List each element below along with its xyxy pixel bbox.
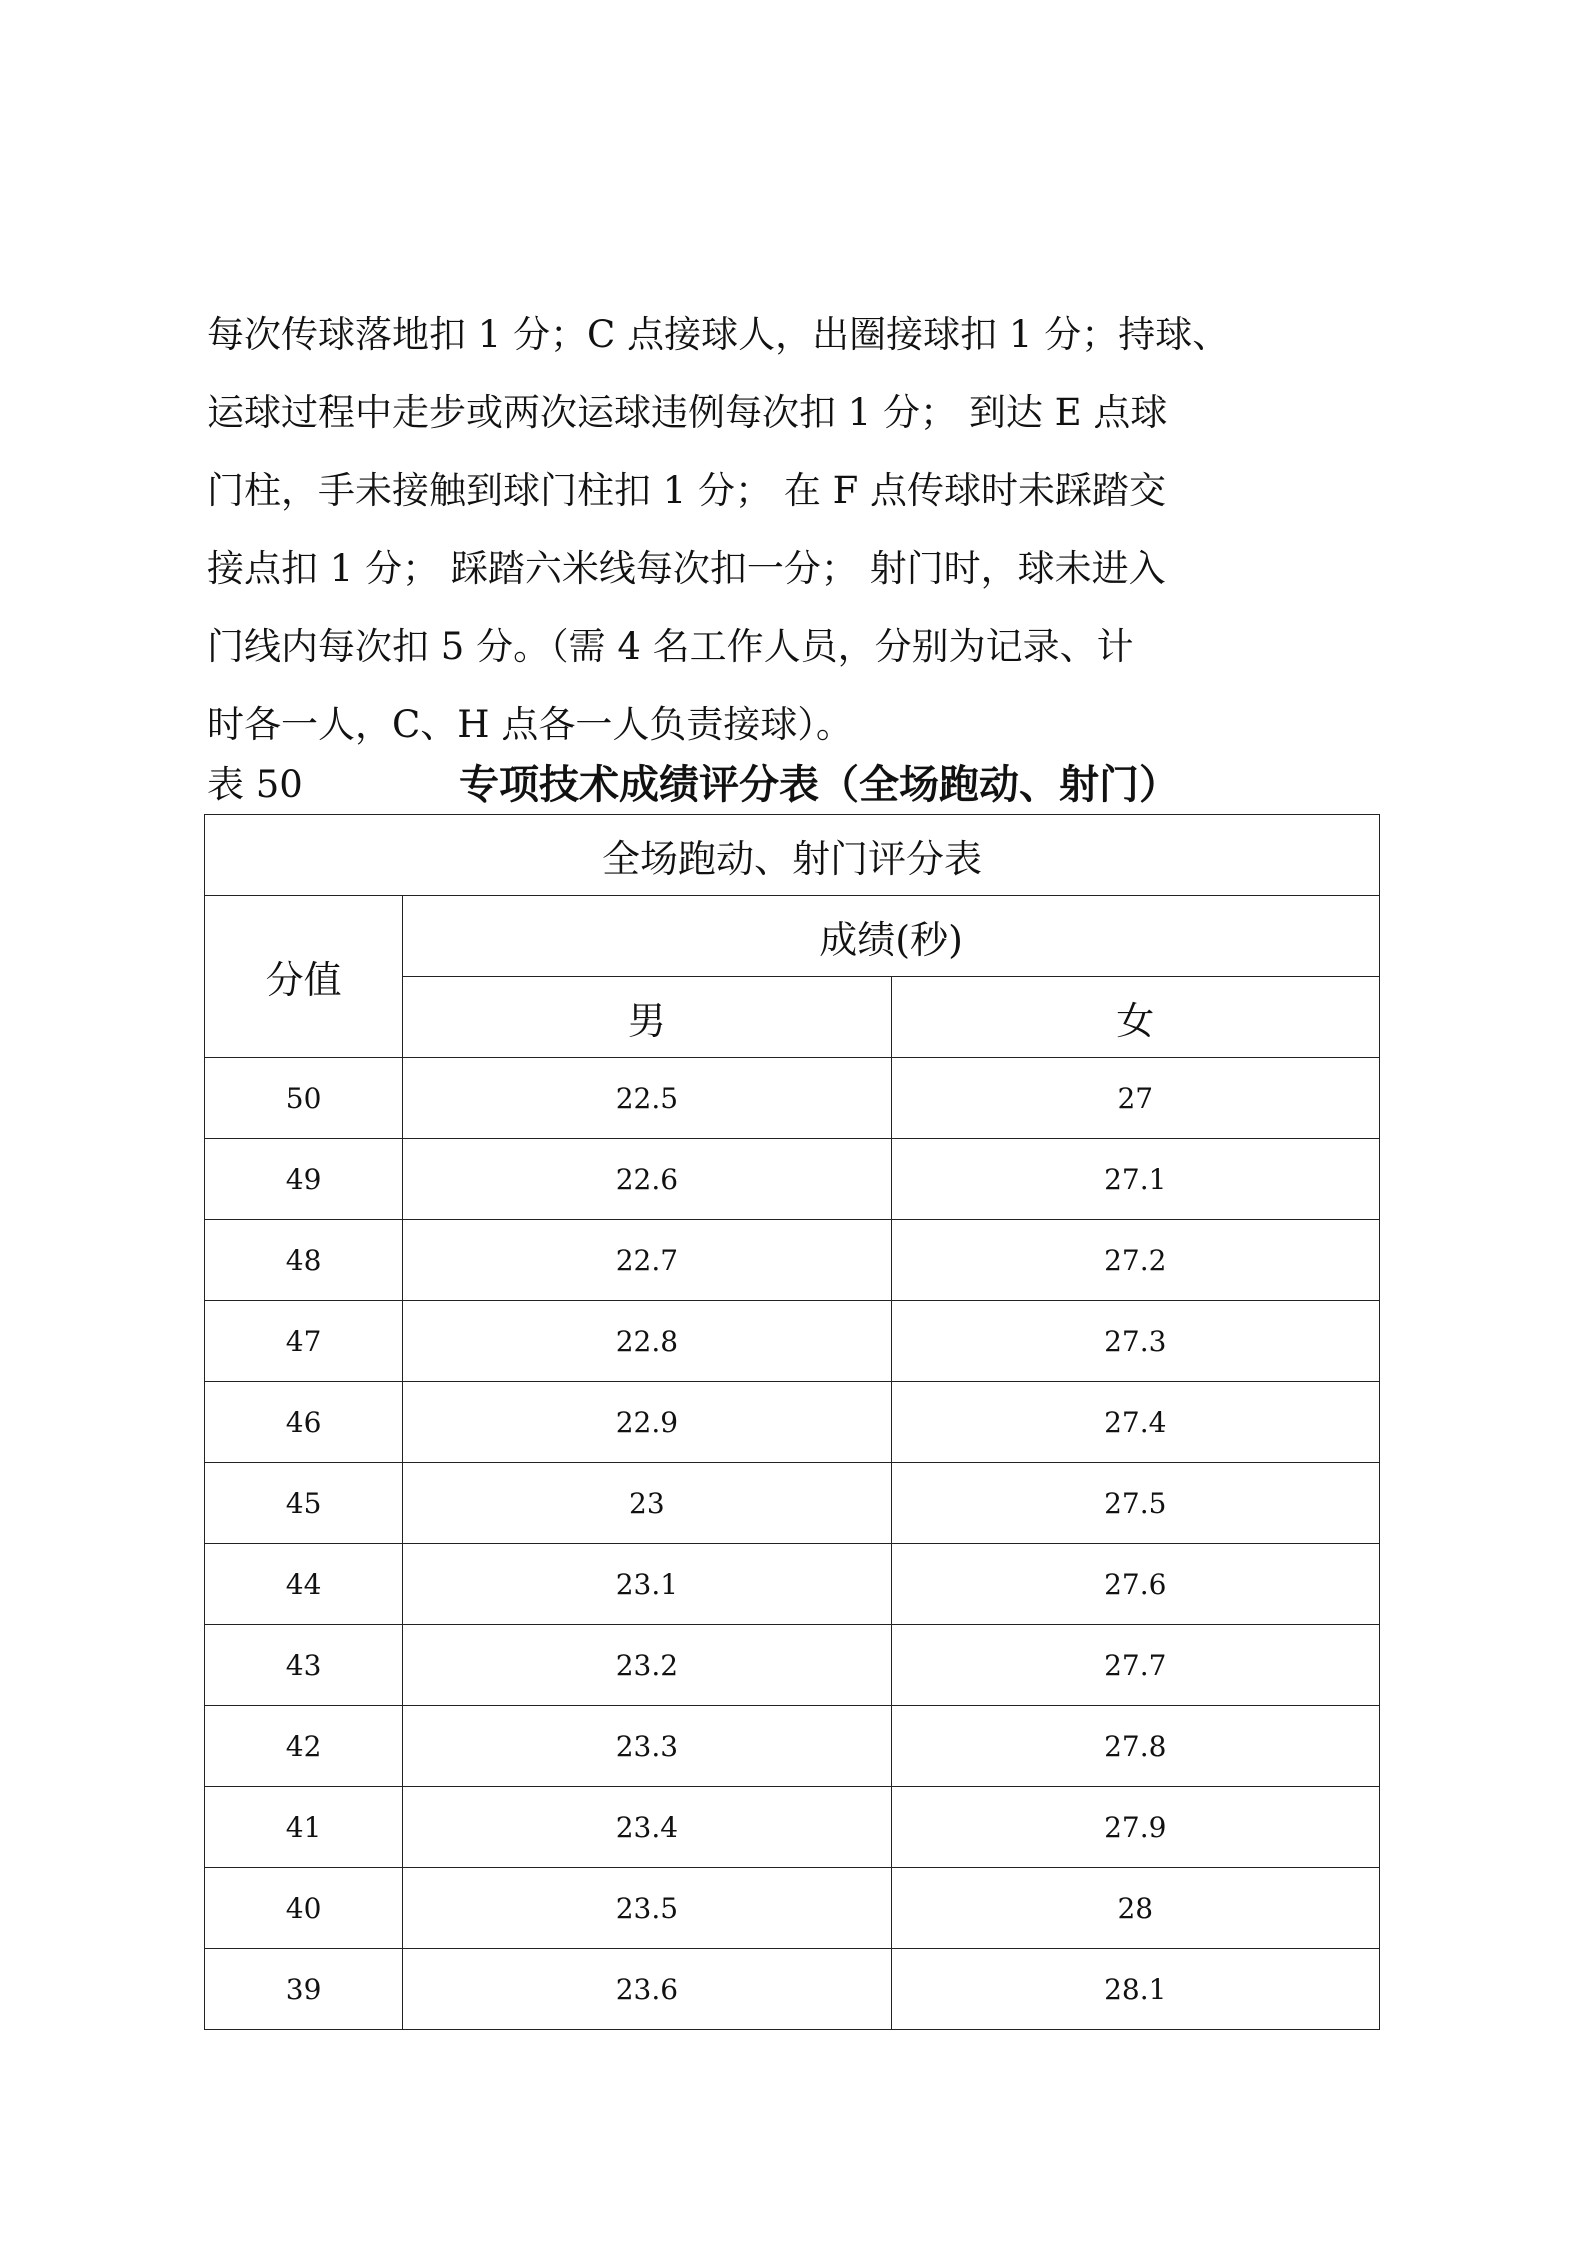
paragraph-line: 运球过程中走步或两次运球违例每次扣 1 分； 到达 E 点球: [207, 391, 1168, 434]
female-time-cell: 27: [891, 1058, 1379, 1139]
male-time-cell: 22.9: [403, 1382, 891, 1463]
result-column-header: 成绩(秒): [403, 896, 1380, 977]
female-time-cell: 28.1: [891, 1949, 1379, 2030]
male-time-cell: 22.6: [403, 1139, 891, 1220]
score-cell: 45: [205, 1463, 403, 1544]
male-column-header: 男: [403, 977, 891, 1058]
score-cell: 48: [205, 1220, 403, 1301]
male-time-cell: 23.4: [403, 1787, 891, 1868]
table-row: [205, 1787, 1380, 1868]
male-time-cell: 22.7: [403, 1220, 891, 1301]
score-cell: 49: [205, 1139, 403, 1220]
score-cell: 39: [205, 1949, 403, 2030]
male-time-cell: 23.6: [403, 1949, 891, 2030]
score-cell: 50: [205, 1058, 403, 1139]
score-cell: 46: [205, 1382, 403, 1463]
female-column-header: 女: [891, 977, 1379, 1058]
female-time-cell: 27.2: [891, 1220, 1379, 1301]
score-table: [204, 814, 1380, 2030]
male-time-cell: 22.8: [403, 1301, 891, 1382]
paragraph-line: 门柱，手未接触到球门柱扣 1 分； 在 F 点传球时未踩踏交: [207, 469, 1167, 512]
male-time-cell: 23.1: [403, 1544, 891, 1625]
table-caption: [207, 756, 1387, 814]
paragraph-line: 每次传球落地扣 1 分；C 点接球人，出圈接球扣 1 分；持球、: [207, 313, 1230, 356]
table-row: [205, 1868, 1380, 1949]
female-time-cell: 27.4: [891, 1382, 1379, 1463]
paragraph-line: 接点扣 1 分； 踩踏六米线每次扣一分； 射门时，球未进入: [207, 547, 1166, 590]
score-column-header: 分值: [205, 896, 403, 1058]
table-row: [205, 1949, 1380, 2030]
score-cell: 44: [205, 1544, 403, 1625]
table-row: [205, 1058, 1380, 1139]
paragraph-line: 时各一人，C、H 点各一人负责接球）。: [207, 703, 853, 746]
table-row: [205, 1220, 1380, 1301]
score-cell: 42: [205, 1706, 403, 1787]
female-time-cell: 27.6: [891, 1544, 1379, 1625]
table-row: [205, 1382, 1380, 1463]
table-header-row: [205, 896, 1380, 977]
table-caption-title: 专项技术成绩评分表（全场跑动、射门）: [459, 762, 1179, 808]
female-time-cell: 27.3: [891, 1301, 1379, 1382]
score-cell: 40: [205, 1868, 403, 1949]
female-time-cell: 27.1: [891, 1139, 1379, 1220]
score-cell: 41: [205, 1787, 403, 1868]
table-title-row: [205, 815, 1380, 896]
male-time-cell: 22.5: [403, 1058, 891, 1139]
table-row: [205, 1463, 1380, 1544]
table-title: 全场跑动、射门评分表: [205, 815, 1380, 896]
male-time-cell: 23.2: [403, 1625, 891, 1706]
male-time-cell: 23: [403, 1463, 891, 1544]
paragraph-line: 门线内每次扣 5 分。（需 4 名工作人员，分别为记录、计: [207, 625, 1134, 668]
table-row: [205, 1625, 1380, 1706]
table-row: [205, 1544, 1380, 1625]
female-time-cell: 27.5: [891, 1463, 1379, 1544]
score-cell: 47: [205, 1301, 403, 1382]
body-paragraph: [207, 296, 1387, 764]
table-row: [205, 1139, 1380, 1220]
table-row: [205, 1301, 1380, 1382]
table-row: [205, 1706, 1380, 1787]
female-time-cell: 27.8: [891, 1706, 1379, 1787]
female-time-cell: 27.7: [891, 1625, 1379, 1706]
score-cell: 43: [205, 1625, 403, 1706]
male-time-cell: 23.5: [403, 1868, 891, 1949]
female-time-cell: 27.9: [891, 1787, 1379, 1868]
male-time-cell: 23.3: [403, 1706, 891, 1787]
table-number: 表 50: [207, 763, 303, 806]
female-time-cell: 28: [891, 1868, 1379, 1949]
